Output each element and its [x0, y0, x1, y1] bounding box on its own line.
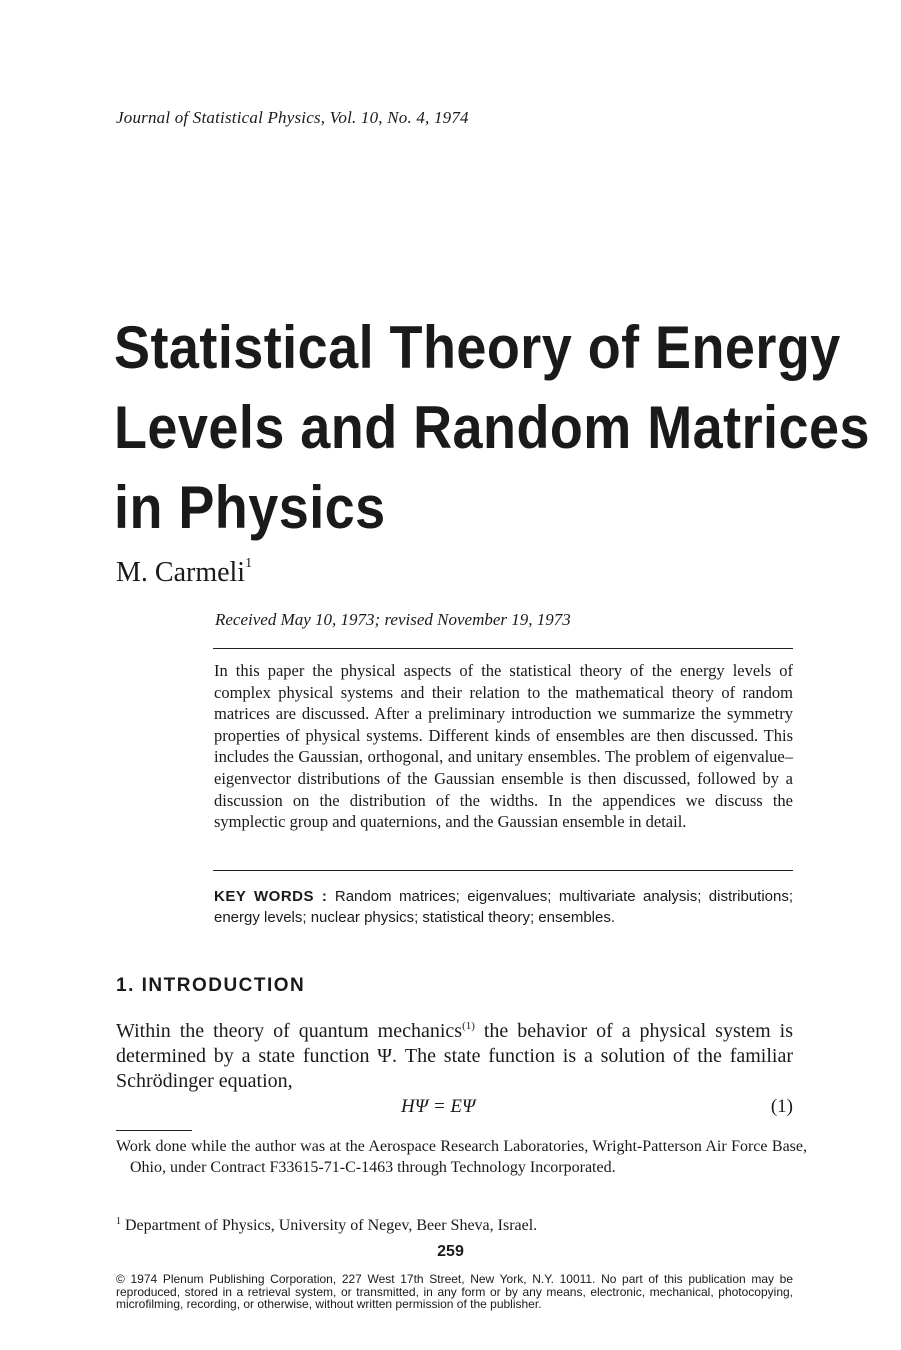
- equation-1: [116, 1096, 793, 1122]
- footnote-work: Work done while the author was at the Aerospace Research Laboratories, Wright-Patterson Air Force Base, Ohio, under Contract F33615-71-C-1463 through Technology Incorporated.: [116, 1138, 807, 1176]
- footnote-dept-text: Department of Physics, University of Negev, Beer Sheva, Israel.: [121, 1217, 538, 1234]
- intro-paragraph: [116, 1014, 793, 1094]
- keywords-label: KEY WORDS :: [214, 888, 328, 905]
- abstract-top-rule: [213, 648, 793, 649]
- copyright-notice: © 1974 Plenum Publishing Corporation, 227 West 17th Street, New York, N.Y. 10011. No part of this publication may be reproduced, stored in a retrieval system, or transmitted, in any form or by any means, electronic, mechanical, photocopying, microfilming, recording, or otherwise, without written permission of the publisher.: [116, 1272, 793, 1311]
- author-affiliation-marker: 1: [245, 556, 253, 571]
- title-line-2: Levels and Random Matrices: [114, 394, 870, 461]
- footnote-rule: [116, 1130, 192, 1131]
- equation-body: HΨ = EΨ: [401, 1096, 476, 1117]
- keywords: [214, 886, 793, 928]
- abstract-bottom-rule: [213, 870, 793, 871]
- paper-title: [114, 308, 870, 548]
- author: [116, 556, 252, 589]
- received-dates: Received May 10, 1973; revised November 19, 1973: [215, 610, 571, 629]
- title-line-3: in Physics: [114, 474, 386, 541]
- intro-text-1: Within the theory of quantum mechanics: [116, 1020, 463, 1042]
- intro-text-2: the behavior of a physical system is determined by a state function Ψ. The state function is a solution of the familiar Schrödinger equation,: [116, 1020, 793, 1092]
- section-heading: 1. INTRODUCTION: [116, 975, 306, 996]
- page-number: 259: [437, 1243, 464, 1260]
- footnote-department: [116, 1212, 793, 1237]
- footnote-marker: 1: [116, 1216, 121, 1227]
- equation-number: (1): [770, 1096, 793, 1117]
- abstract: In this paper the physical aspects of the statistical theory of the energy levels of complex physical systems and their relation to the mathematical theory of random matrices are discussed. After a preliminary introduction we summarize the symmetry properties of physical systems. Different kinds of ensembles are then discussed. This includes the Gaussian, orthogonal, and unitary ensembles. The problem of eigenvalue–eigenvector distributions of the Gaussian ensemble is then discussed, followed by a discussion on the distribution of the widths. In the appendices we discuss the symplectic group and quaternions, and the Gaussian ensemble in detail.: [214, 661, 793, 832]
- citation-ref: (1): [462, 1020, 475, 1032]
- keywords-text: Random matrices; eigenvalues; multivariate analysis; distributions; energy levels; nuclear physics; statistical theory; ensembles.: [214, 888, 794, 926]
- journal-citation: Journal of Statistical Physics, Vol. 10, No. 4, 1974: [116, 108, 469, 127]
- title-line-1: Statistical Theory of Energy: [114, 314, 841, 381]
- author-name: M. Carmeli: [116, 557, 246, 588]
